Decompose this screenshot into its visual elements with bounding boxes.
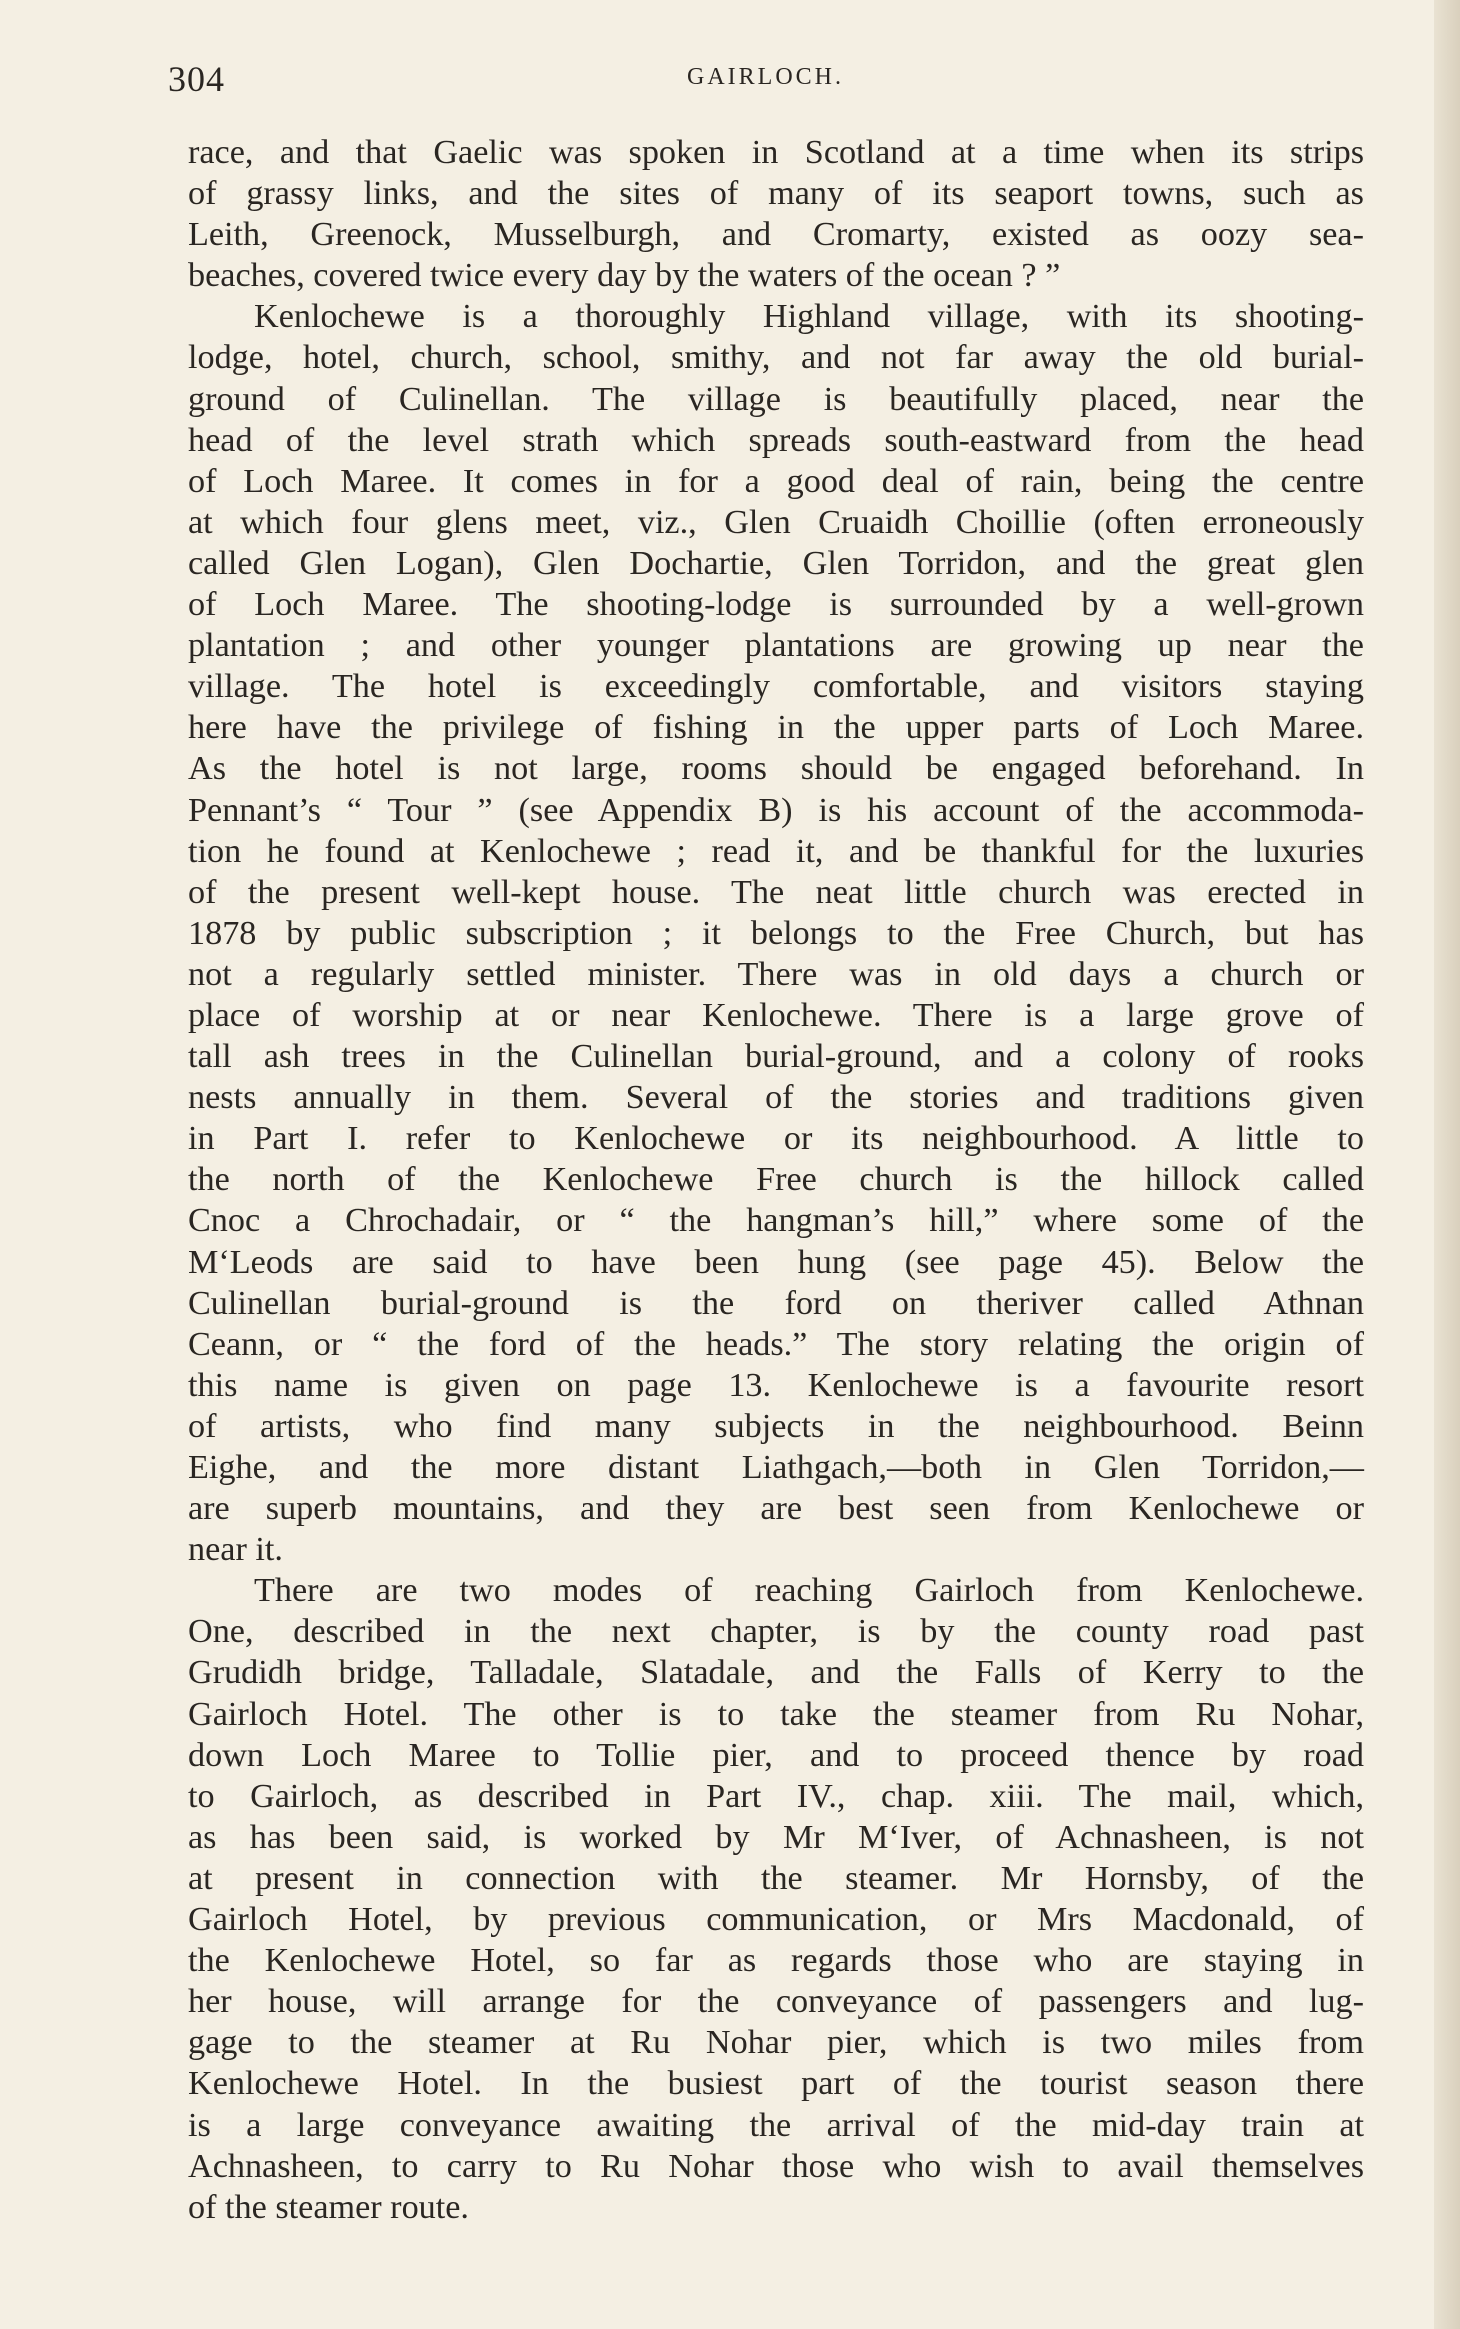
text-line: Ceann, or “ the ford of the heads.” The story relating the origin of [188, 1325, 1364, 1363]
text-line: tall ash trees in the Culinellan burial-ground, and a colony of rooks [188, 1038, 1364, 1076]
text-line: plantation ; and other younger plantations are growing up near the [188, 627, 1364, 665]
text-line: Cnoc a Chrochadair, or “ the hangman’s hill,” where some of the [188, 1202, 1364, 1240]
text-line: called Glen Logan), Glen Dochartie, Glen Torridon, and the great glen [188, 544, 1364, 582]
text-line: ground of Culinellan. The village is beautifully placed, near the [188, 380, 1364, 418]
text-line: of the steamer route. [188, 2188, 469, 2226]
page-edge [1434, 0, 1460, 2329]
text-line: at which four glens meet, viz., Glen Cruaidh Choillie (often erroneously [188, 503, 1364, 541]
text-line: beaches, covered twice every day by the waters of the ocean ? ” [188, 257, 1061, 295]
text-line: here have the privilege of fishing in the upper parts of Loch Maree. [188, 709, 1364, 747]
text-line: not a regularly settled minister. There was in old days a church or [188, 955, 1364, 993]
text-line: is a large conveyance awaiting the arrival of the mid-day train at [188, 2106, 1364, 2144]
text-line: near it. [188, 1531, 283, 1569]
text-line: lodge, hotel, church, school, smithy, and not far away the old burial- [188, 339, 1364, 377]
text-line: at present in connection with the steamer. Mr Hornsby, of the [188, 1859, 1364, 1897]
text-line: M‘Leods are said to have been hung (see page 45). Below the [188, 1243, 1364, 1281]
running-title: GAIRLOCH. [687, 64, 844, 90]
text-line: of Loch Maree. It comes in for a good deal of rain, being the centre [188, 462, 1364, 500]
text-line: to Gairloch, as described in Part IV., chap. xiii. The mail, which, [188, 1777, 1364, 1815]
text-line: Kenlochewe is a thoroughly Highland village, with its shooting- [254, 298, 1364, 336]
text-line: Gairloch Hotel. The other is to take the steamer from Ru Nohar, [188, 1695, 1364, 1733]
text-line: One, described in the next chapter, is by the county road past [188, 1613, 1364, 1651]
text-line: this name is given on page 13. Kenlochewe is a favourite resort [188, 1366, 1364, 1404]
text-line: down Loch Maree to Tollie pier, and to proceed thence by road [188, 1736, 1364, 1774]
text-line: race, and that Gaelic was spoken in Scotland at a time when its strips [188, 134, 1364, 171]
text-line: Achnasheen, to carry to Ru Nohar those who wish to avail themselves [188, 2147, 1364, 2185]
text-line: are superb mountains, and they are best seen from Kenlochewe or [188, 1490, 1364, 1528]
text-line: nests annually in them. Several of the stories and traditions given [188, 1079, 1364, 1117]
text-line: of Loch Maree. The shooting-lodge is surrounded by a well-grown [188, 586, 1364, 624]
text-line: Gairloch Hotel, by previous communication, or Mrs Macdonald, of [188, 1901, 1364, 1939]
text-line: Leith, Greenock, Musselburgh, and Cromarty, existed as oozy sea- [188, 216, 1364, 254]
text-line: As the hotel is not large, rooms should be engaged beforehand. In [188, 750, 1364, 788]
page-header [168, 58, 1363, 102]
text-line: of the present well-kept house. The neat little church was erected in [188, 873, 1364, 911]
text-line: Pennant’s “ Tour ” (see Appendix B) is his account of the accommoda- [188, 791, 1364, 829]
page-number: 304 [168, 59, 225, 99]
text-line: Grudidh bridge, Talladale, Slatadale, and the Falls of Kerry to the [188, 1654, 1364, 1692]
text-line: as has been said, is worked by Mr M‘Iver, of Achnasheen, is not [188, 1818, 1364, 1856]
text-line: Kenlochewe Hotel. In the busiest part of the tourist season there [188, 2065, 1364, 2103]
text-line: her house, will arrange for the conveyance of passengers and lug- [188, 1983, 1364, 2021]
text-line: of artists, who find many subjects in the neighbourhood. Beinn [188, 1407, 1364, 1445]
text-line: place of worship at or near Kenlochewe. There is a large grove of [188, 996, 1364, 1034]
text-line: of grassy links, and the sites of many of its seaport towns, such as [188, 175, 1364, 213]
body-text [188, 132, 1364, 2228]
text-line: 1878 by public subscription ; it belongs to the Free Church, but has [188, 914, 1364, 952]
text-line: gage to the steamer at Ru Nohar pier, which is two miles from [188, 2024, 1364, 2062]
text-line: Culinellan burial-ground is the ford on theriver called Athnan [188, 1284, 1364, 1322]
text-line: There are two modes of reaching Gairloch from Kenlochewe. [254, 1572, 1364, 1610]
text-line: the Kenlochewe Hotel, so far as regards those who are staying in [188, 1942, 1364, 1980]
text-line: the north of the Kenlochewe Free church is the hillock called [188, 1161, 1364, 1199]
text-line: Eighe, and the more distant Liathgach,—both in Glen Torridon,— [188, 1449, 1364, 1486]
text-line: head of the level strath which spreads south-eastward from the head [188, 421, 1364, 459]
text-line: in Part I. refer to Kenlochewe or its neighbourhood. A little to [188, 1120, 1364, 1158]
text-line: village. The hotel is exceedingly comfortable, and visitors staying [188, 668, 1364, 706]
text-line: tion he found at Kenlochewe ; read it, and be thankful for the luxuries [188, 832, 1364, 870]
